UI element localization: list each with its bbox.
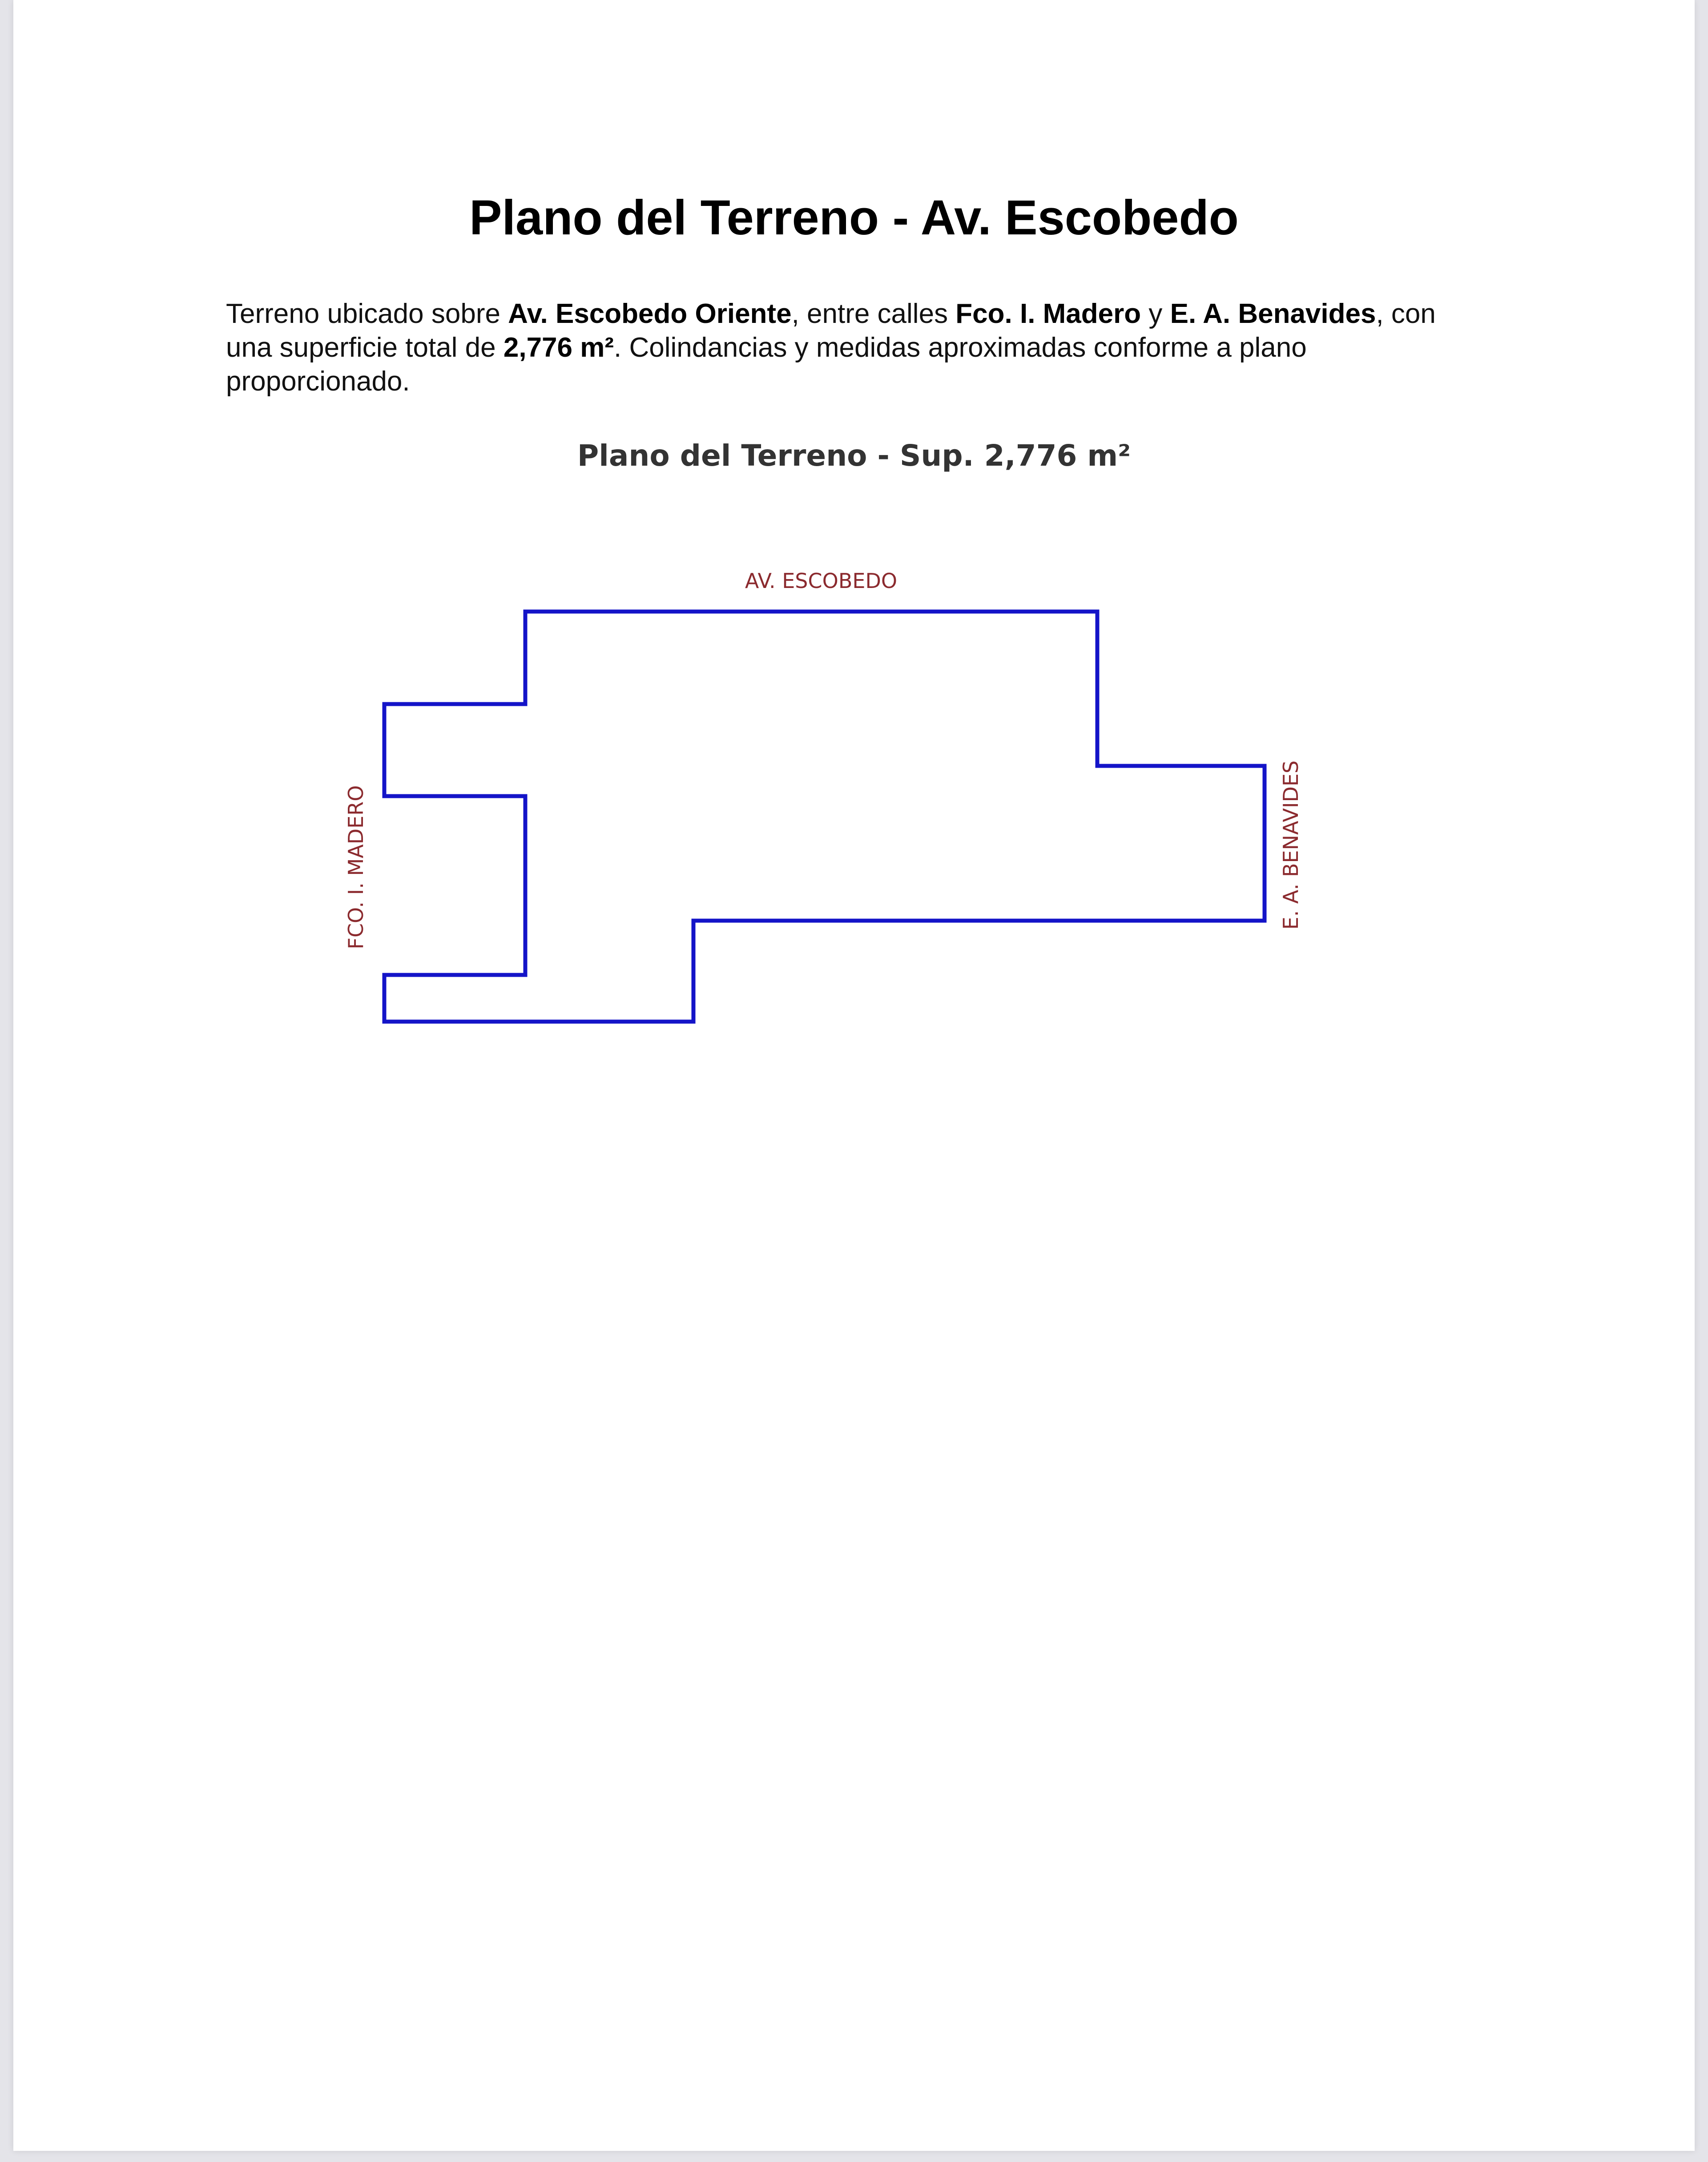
- plan-title: Plano del Terreno - Sup. 2,776 m²: [577, 439, 1131, 473]
- document-page: [13, 0, 1695, 2151]
- intro-street-east: E. A. Benavides: [1170, 298, 1376, 329]
- intro-text: . Colindancias y medidas aproximadas conforme a plano proporcionado.: [226, 332, 1307, 397]
- intro-text: Terreno ubicado sobre: [226, 298, 508, 329]
- intro-text: , entre calles: [791, 298, 956, 329]
- document-title: Plano del Terreno - Av. Escobedo: [469, 190, 1239, 245]
- label-west: FCO. I. MADERO: [344, 785, 368, 950]
- intro-street-west: Fco. I. Madero: [955, 298, 1141, 329]
- intro-text: y: [1141, 298, 1170, 329]
- intro-text: , con una superficie total de: [226, 298, 1436, 363]
- intro-area: 2,776 m²: [503, 332, 614, 363]
- label-east: E. A. BENAVIDES: [1279, 760, 1303, 930]
- lot-outline: [384, 612, 1265, 1022]
- lot-plan-drawing: [13, 0, 1695, 2151]
- intro-street-main: Av. Escobedo Oriente: [508, 298, 792, 329]
- label-north: AV. ESCOBEDO: [745, 569, 898, 593]
